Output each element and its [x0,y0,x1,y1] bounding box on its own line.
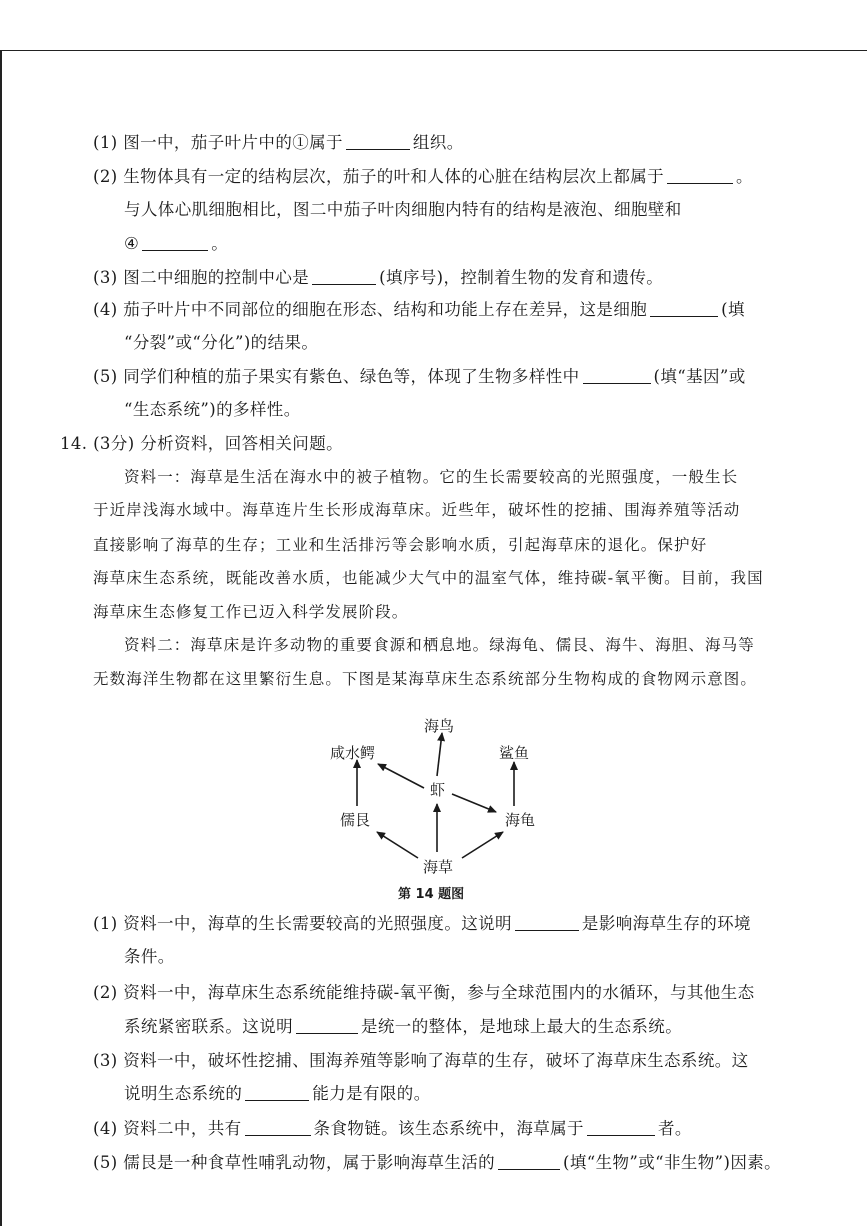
node-crocodile: 咸水鳄 [330,744,376,762]
q14-part4: (4) 资料二中，共有 条食物链。该生态系统中，海草属于 者。 [93,1119,692,1138]
answer-blank[interactable] [245,1084,309,1101]
q13-part2-line3: ④ 。 [124,234,229,253]
page-top-rule [0,50,867,51]
q14-part2-line1: (2) 资料一中，海草床生态系统能维持碳-氧平衡，参与全球范围内的水循环，与其他生态 [93,983,755,1002]
material1-line3: 直接影响了海草的生存；工业和生活排污等会影响水质，引起海草床的退化。保护好 [93,536,708,554]
answer-blank[interactable] [515,914,579,931]
scan-top-margin [0,0,867,50]
node-seabird: 海鸟 [424,717,455,735]
q13-part5-line2: “生态系统”)的多样性。 [124,400,301,419]
q14-part3-line1: (3) 资料一中，破坏性挖捕、围海养殖等影响了海草的生存，破坏了海草床生态系统。这 [93,1051,749,1070]
figure-caption: 第 14 题图 [398,887,465,902]
q14-part1-line1: (1) 资料一中，海草的生长需要较高的光照强度。这说明 是影响海草生存的环境 [93,914,751,933]
answer-blank[interactable] [667,167,733,184]
q14-header: 14. (3分) 分析资料，回答相关问题。 [60,434,344,453]
page-frame [0,0,867,62]
material1-line4: 海草床生态系统，既能改善水质，也能减少大气中的温室气体，维持碳-氧平衡。目前，我国 [93,569,764,587]
material1-line1: 资料一：海草是生活在海水中的被子植物。它的生长需要较高的光照强度，一般生长 [124,468,739,486]
node-seagrass: 海草 [423,858,454,876]
answer-blank[interactable] [142,234,208,251]
q14-part1-line2: 条件。 [124,947,175,966]
q13-part4-line2: “分裂”或“分化”)的结果。 [124,333,319,352]
answer-blank[interactable] [312,268,376,285]
material1-line2: 于近岸浅海水域中。海草连片生长形成海草床。近些年，破坏性的挖捕、围海养殖等活动 [93,501,741,519]
q14-part2-line2: 系统紧密联系。这说明 是统一的整体，是地球上最大的生态系统。 [124,1017,683,1036]
answer-blank[interactable] [296,1017,358,1034]
node-turtle: 海龟 [505,811,536,829]
arrow-seagrass-to-dugong [377,832,418,858]
answer-blank[interactable] [245,1119,311,1136]
q13-part3: (3) 图二中细胞的控制中心是 (填序号)，控制着生物的发育和遗传。 [93,268,664,287]
material2-line1: 资料二：海草床是许多动物的重要食源和栖息地。绿海龟、儒艮、海牛、海胆、海马等 [124,636,755,654]
node-dugong: 儒艮 [340,811,371,829]
q13-part2-line1: (2) 生物体具有一定的结构层次，茄子的叶和人体的心脏在结构层次上都属于 。 [93,167,753,186]
q13-part1: (1) 图一中，茄子叶片中的①属于 组织。 [93,133,464,152]
answer-blank[interactable] [498,1153,560,1170]
answer-blank[interactable] [346,133,410,150]
food-web-arrows [300,708,570,908]
node-shark: 鲨鱼 [499,744,530,762]
material1-line5: 海草床生态修复工作已迈入科学发展阶段。 [93,603,409,621]
q14-part5: (5) 儒艮是一种食草性哺乳动物，属于影响海草生活的 (填“生物”或“非生物”)因素。 [93,1153,782,1172]
food-web-diagram [300,708,570,908]
answer-blank[interactable] [587,1119,655,1136]
answer-blank[interactable] [650,300,718,317]
q14-part3-line2: 说明生态系统的 能力是有限的。 [124,1084,431,1103]
arrow-shrimp-to-seabird [437,733,442,776]
node-shrimp: 虾 [430,781,446,799]
material2-line2: 无数海洋生物都在这里繁衍生息。下图是某海草床生态系统部分生物构成的食物网示意图。 [93,670,758,688]
q13-part4-line1: (4) 茄子叶片中不同部位的细胞在形态、结构和功能上存在差异，这是细胞 (填 [93,300,745,319]
page-left-rule [0,50,2,1226]
arrow-shrimp-to-crocodile [378,764,424,788]
answer-blank[interactable] [583,367,651,384]
arrow-seagrass-to-turtle [462,832,503,858]
q13-part5-line1: (5) 同学们种植的茄子果实有紫色、绿色等，体现了生物多样性中 (填“基因”或 [93,367,746,386]
arrow-shrimp-to-turtle [452,794,496,812]
q13-part2-line2: 与人体心肌细胞相比，图二中茄子叶肉细胞内特有的结构是液泡、细胞壁和 [124,200,682,219]
